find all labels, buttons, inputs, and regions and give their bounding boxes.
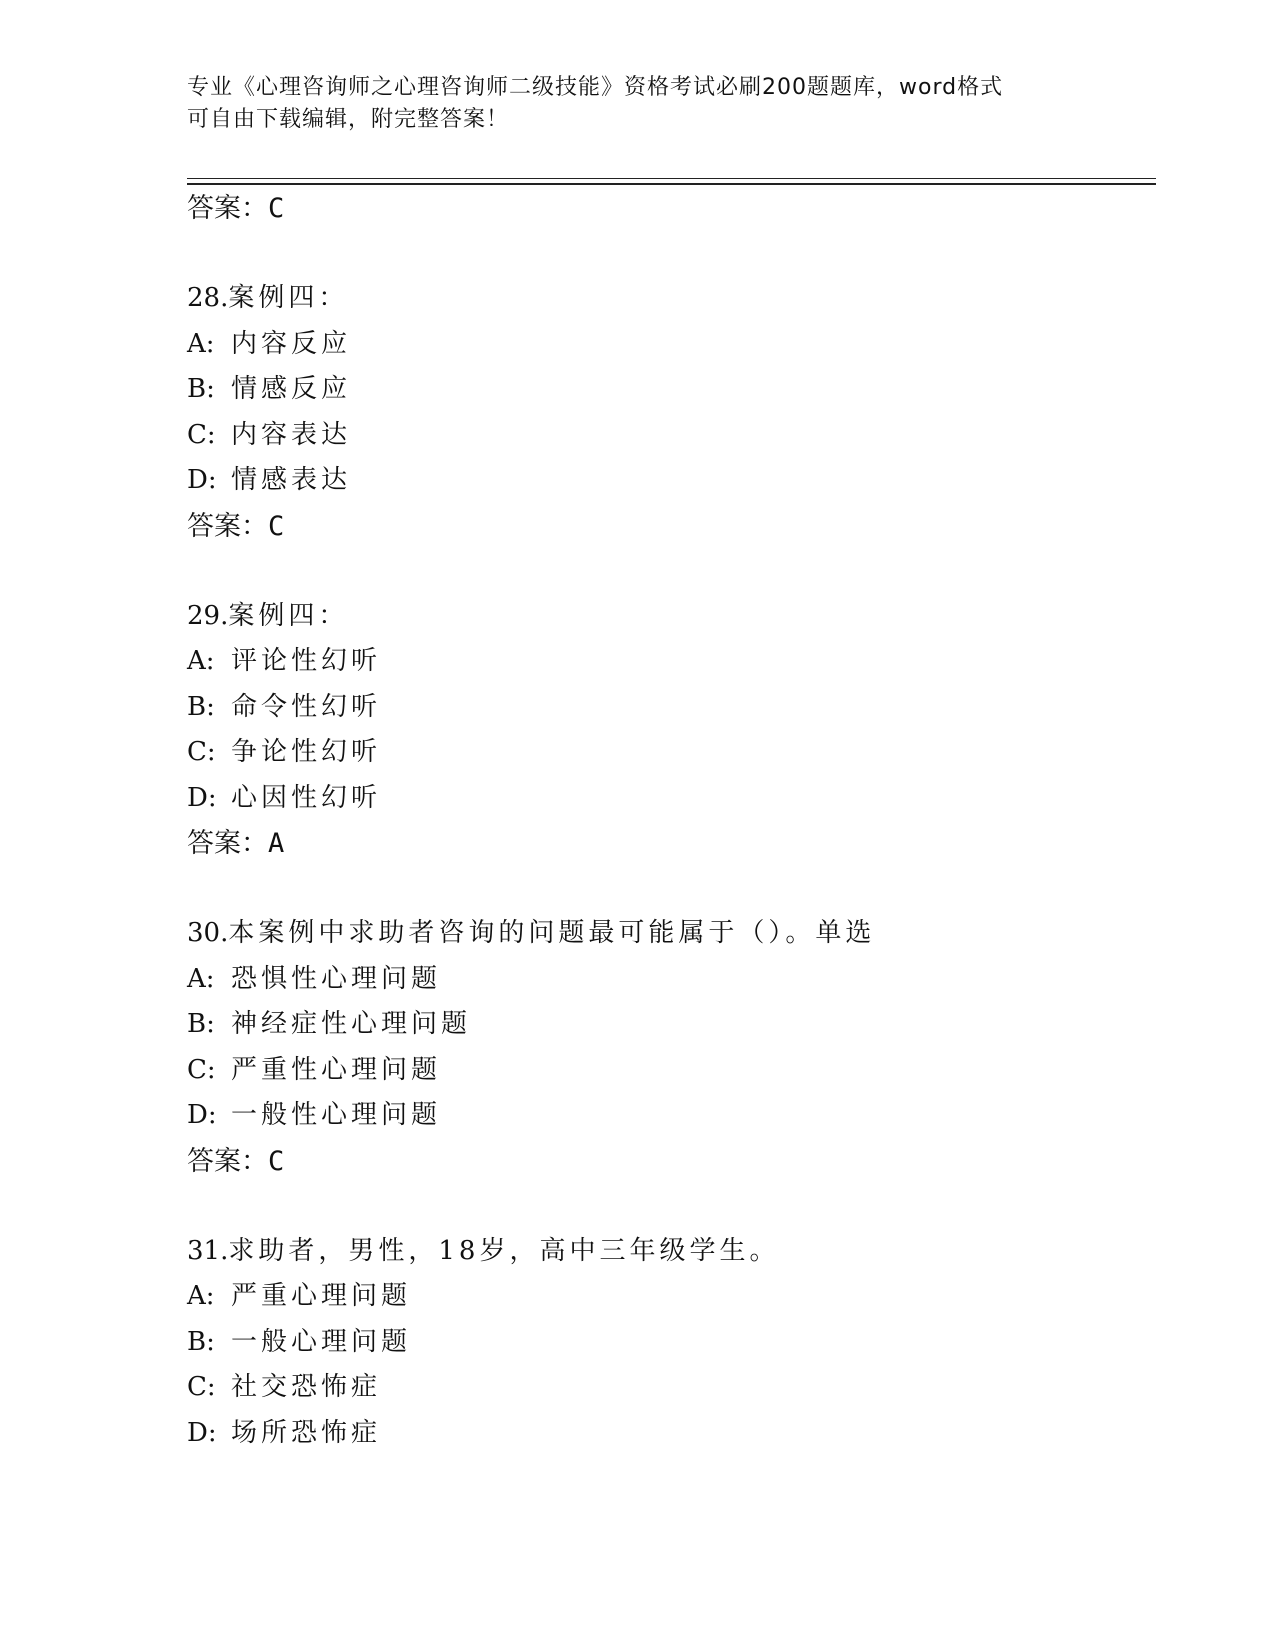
option-c (187, 413, 1147, 459)
question-title (187, 276, 1147, 322)
option-letter: C: (187, 419, 216, 450)
option-letter: C: (187, 1054, 216, 1085)
header-divider-thick (187, 183, 1156, 185)
spacer (187, 1185, 1147, 1229)
question-number: 28. (187, 283, 229, 313)
option-c (187, 730, 1147, 776)
question-31 (187, 1229, 1147, 1457)
option-b (187, 1320, 1147, 1366)
option-letter: C: (187, 1372, 216, 1402)
option-text: 恐惧性心理问题 (231, 963, 442, 994)
option-letter: C: (187, 737, 216, 767)
question-number: 30. (187, 918, 229, 948)
option-text: 一般性心理问题 (231, 1100, 442, 1130)
answer-line (187, 504, 1147, 550)
option-d (187, 458, 1147, 504)
option-text: 内容表达 (231, 419, 352, 450)
option-a (187, 957, 1147, 1003)
option-text: 争论性幻听 (231, 737, 382, 767)
answer-line (187, 186, 1147, 232)
option-d (187, 1093, 1147, 1139)
option-text: 神经症性心理问题 (231, 1009, 472, 1039)
spacer (187, 550, 1147, 594)
option-letter: A: (187, 646, 215, 676)
answer-key: C (268, 193, 285, 224)
answer-key: C (268, 1145, 285, 1177)
option-text: 心因性幻听 (231, 782, 382, 813)
option-text: 严重性心理问题 (231, 1054, 442, 1085)
header-divider-thin (187, 178, 1156, 179)
option-text: 评论性幻听 (231, 646, 382, 676)
option-text: 社交恐怖症 (231, 1372, 382, 1402)
answer-label: 答案： (187, 828, 268, 859)
option-letter: D: (187, 1100, 217, 1130)
document-header (187, 72, 1087, 136)
spacer (187, 867, 1147, 911)
answer-key: C (268, 510, 285, 542)
question-text: 求助者，男性，18岁，高中三年级学生。 (228, 1235, 780, 1266)
option-letter: B: (187, 1009, 215, 1039)
question-29 (187, 594, 1147, 868)
option-b (187, 367, 1147, 413)
option-a (187, 322, 1147, 368)
option-d (187, 776, 1147, 822)
option-text: 一般心理问题 (231, 1326, 412, 1357)
option-letter: A: (187, 1281, 215, 1311)
option-text: 情感表达 (231, 465, 352, 495)
option-text: 内容反应 (231, 328, 352, 359)
option-letter: D: (187, 465, 217, 495)
question-title (187, 911, 1147, 957)
question-number: 29. (187, 600, 229, 631)
option-a (187, 1274, 1147, 1320)
option-text: 场所恐怖症 (231, 1417, 382, 1448)
option-text: 严重心理问题 (231, 1281, 412, 1311)
option-letter: B: (187, 1326, 215, 1357)
option-letter: D: (187, 1417, 217, 1448)
answer-key: A (268, 828, 285, 859)
answer-line (187, 821, 1147, 867)
option-letter: A: (187, 963, 215, 994)
question-30 (187, 911, 1147, 1185)
option-letter: B: (187, 374, 215, 404)
header-line-2: 可自由下载编辑，附完整答案！ (187, 107, 510, 132)
spacer (187, 232, 1147, 276)
question-text: 本案例中求助者咨询的问题最可能属于（）。单选 (228, 918, 876, 948)
option-text: 命令性幻听 (231, 691, 382, 722)
question-text: 案例四： (228, 600, 349, 631)
option-c (187, 1365, 1147, 1411)
option-d (187, 1411, 1147, 1457)
question-list (187, 186, 1147, 1456)
option-b (187, 685, 1147, 731)
question-text: 案例四： (228, 283, 349, 313)
answer-line (187, 1139, 1147, 1185)
option-letter: D: (187, 782, 217, 813)
option-c (187, 1048, 1147, 1094)
answer-label: 答案： (187, 1145, 268, 1177)
option-letter: B: (187, 691, 215, 722)
question-title (187, 594, 1147, 640)
header-line-1: 专业《心理咨询师之心理咨询师二级技能》资格考试必刷200题题库，word格式 (187, 75, 1004, 100)
answer-label: 答案： (187, 193, 268, 224)
option-letter: A: (187, 328, 215, 359)
option-a (187, 639, 1147, 685)
question-title (187, 1229, 1147, 1275)
option-b (187, 1002, 1147, 1048)
question-number: 31. (187, 1235, 229, 1266)
answer-label: 答案： (187, 510, 268, 542)
option-text: 情感反应 (231, 374, 352, 404)
question-28 (187, 276, 1147, 550)
